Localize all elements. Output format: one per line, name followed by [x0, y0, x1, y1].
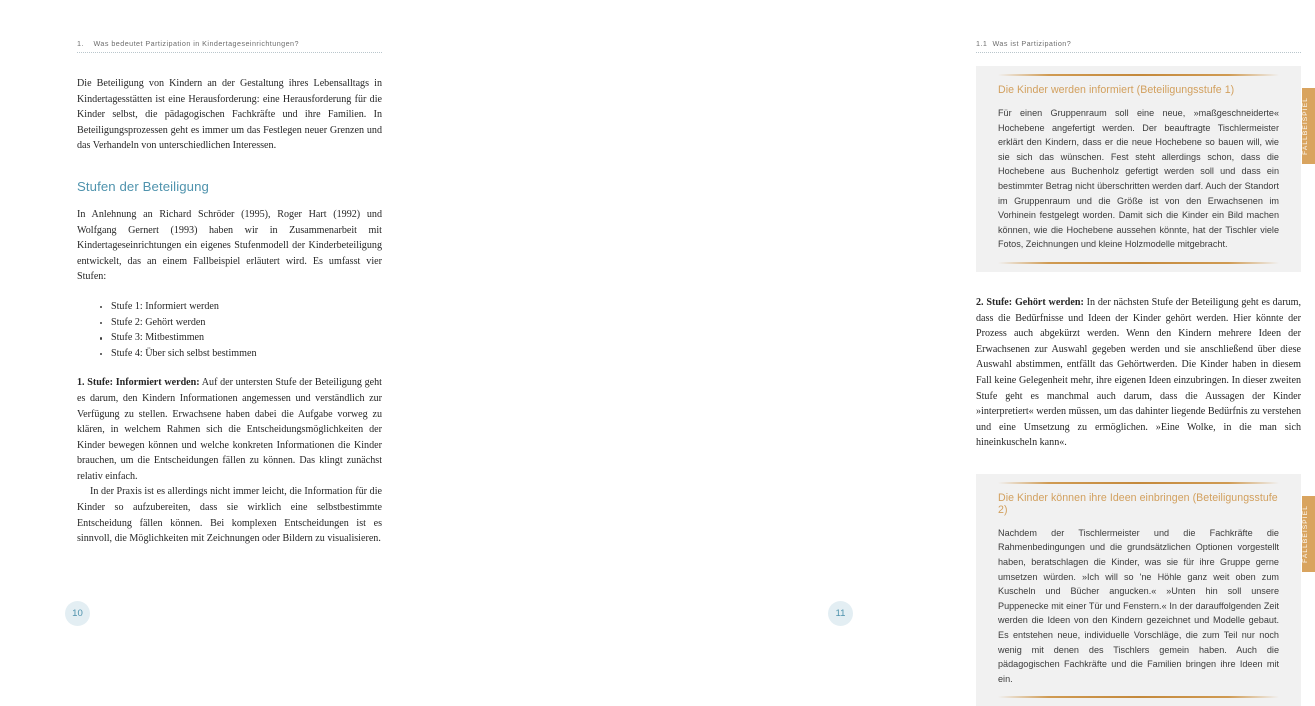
- callout-tab-2: [1302, 496, 1315, 572]
- running-head-left-text: Was bedeutet Partizipation in Kindertageseinrichtungen?: [93, 39, 299, 48]
- callout-2-text: Nachdem der Tischlermeister und die Fachkräfte die Rahmenbedingungen und die grundsätzlichen Optionen vorgestellt haben, beratschlagen die Kinder, was sie für ihre Gruppe gerne umsetzen würden. »Ich will so 'ne Höhle ganz weit oben zum Kuscheln und Bücher angucken.« »Unten hin soll unsere Puppenecke mit einer Tür und Fenstern.« In der darauffolgenden Zeit werden die Ideen von den Kindern gezeichnet und Modelle gebaut. Es entstehen neue, individuelle Vorschläge, die zum Teil nur noch wenig mit denen des Tischlers gemein haben. Auch die pädagogischen Fachkräfte und die Familien bringen ihre Ideen mit ein.: [998, 527, 1279, 684]
- list-item: Stufe 1: Informiert werden: [111, 299, 382, 315]
- stufe1-body-text: Auf der untersten Stufe der Beteiligung geht es darum, den Kindern Informationen angemessen und verständlich zur Verfügung zu stellen. Erwachsene haben dabei die Aufgabe vorweg zu klären, in welchem Rahmen sich die Entscheidungsmöglichkeiten der Kinder bewegen können und welche konkreten Informationen die Kinder brauchen, um die Entscheidungen fällen zu können. Das klingt zunächst relativ einfach.: [77, 377, 382, 482]
- stufen-list: [77, 299, 382, 361]
- intro-paragraph: Die Beteiligung von Kindern an der Gestaltung ihres Lebensalltags in Kindertagesstätten ist eine Herausforderung: eine Herausforderung für die Kinder selbst, die pädagogischen Fachkräfte und ihre Familien. In Beteiligungsprozessen geht es immer um das Festlegen neuer Grenzen und das Verhandeln von unterschiedlichen Interessen.: [77, 78, 382, 152]
- list-item: Stufe 2: Gehört werden: [111, 315, 382, 331]
- page-right: [459, 0, 1309, 684]
- callout-tab-1-label: FALLBEISPIEL: [1302, 97, 1309, 155]
- running-head-right-text: Was ist Partizipation?: [992, 39, 1072, 48]
- page-number-right: 11: [828, 601, 853, 626]
- running-head-right: [976, 39, 1071, 48]
- callout-1-text: Für einen Gruppenraum soll eine neue, »maßgeschneiderte« Hochebene angefertigt werden. Der beauftragte Tischlermeister erklärt den Kindern, dass er die neue Hochebene so bauen will, wie sie sich das wünschen. Fest steht allerdings schon, dass die Hochebene aus Buchenholz gefertigt werden soll und dass ein bestimmter Betrag nicht überschritten werden darf. Auch der Standort im Gruppenraum und die Größe ist von den Erwachsenen im Vorhinein festgelegt worden. Damit sich die Kinder ein Bild machen können, wie die Hochebene aussehen könnte, hat der Tischler viele Fotos, Zeichnungen und kleine Holzmodelle mitgebracht.: [998, 108, 1279, 250]
- callout-fallbeispiel-2: [976, 474, 1309, 706]
- running-head-left: [77, 39, 299, 48]
- praxis-paragraph: In der Praxis ist es allerdings nicht immer leicht, die Information für die Kinder so aufzubereiten, dass sie wirklich eine selbstbestimmte Entscheidung fällen können. Bei komplexen Entscheidungen ist es sinnvoll, die Möglichkeiten mit Zeichnungen oder Bildern zu visualisieren.: [77, 486, 382, 545]
- stufe2-body-text: In der nächsten Stufe der Beteiligung geht es darum, dass die Bedürfnisse und Ideen der Kinder gehört werden. Hier könnte der Prozess auch abgekürzt werden. Wenn den Kindern mehrere Ideen der Erwachsenen zur Auswahl gegeben werden und sie anschließend über diese Auswahl abstimmen, entfällt das Gehörtwerden. Die Kinder haben in diesem Fall keine Gelegenheit mehr, ihre eigenen Ideen einzubringen. In dieser zweiten Stufe geht es manchmal auch darum, dass die Aussagen der Kinder »interpretiert« werden müssen, um das dahinter liegende Bedürfnis zu verstehen und eine Umsetzung zu ermöglichen. »Eine Wolke, in die man sich hineinkuscheln kann«.: [976, 296, 1301, 449]
- right-text-column: [976, 66, 1309, 706]
- callout-fallbeispiel-1: [976, 66, 1309, 272]
- stufe1-lead-in: 1. Stufe: Informiert werden:: [77, 377, 200, 389]
- list-item: Stufe 3: Mitbestimmen: [111, 330, 382, 346]
- left-text-column: [77, 76, 382, 547]
- callout-1-heading: Die Kinder werden informiert (Beteiligungsstufe 1): [998, 84, 1235, 96]
- model-paragraph: In Anlehnung an Richard Schröder (1995), Roger Hart (1992) und Wolfgang Gernert (1993) haben wir in Zusammenarbeit mit Kindertageseinrichtungen ein eigenes Stufenmodell der Kinderbeteiligung entwickelt, das an einem Fallbeispiel erläutert wird. Es umfasst vier Stufen:: [77, 208, 382, 283]
- page-left: [0, 0, 459, 648]
- page-number-left: 10: [65, 601, 90, 626]
- stufe2-lead-in: 2. Stufe: Gehört werden:: [976, 296, 1084, 308]
- running-head-left-number: 1.: [77, 39, 84, 48]
- stufe2-paragraph: [976, 295, 1301, 451]
- callout-tab-2-label: FALLBEISPIEL: [1302, 504, 1309, 563]
- running-head-right-rule: [976, 52, 1301, 54]
- spacer: [976, 272, 1301, 286]
- spacer: [976, 286, 1301, 295]
- spacer: [976, 465, 1301, 474]
- running-head-right-number: 1.1: [976, 39, 988, 48]
- callout-tab-1: [1302, 88, 1315, 164]
- section-heading-stufen: Stufen der Beteiligung: [77, 178, 209, 194]
- spacer: [976, 451, 1301, 465]
- running-head-left-rule: [77, 52, 382, 54]
- callout-2-heading: Die Kinder können ihre Ideen einbringen (Beteiligungsstufe 2): [998, 491, 1278, 516]
- stufe1-paragraph: [77, 375, 382, 484]
- list-item: Stufe 4: Über sich selbst bestimmen: [111, 346, 382, 362]
